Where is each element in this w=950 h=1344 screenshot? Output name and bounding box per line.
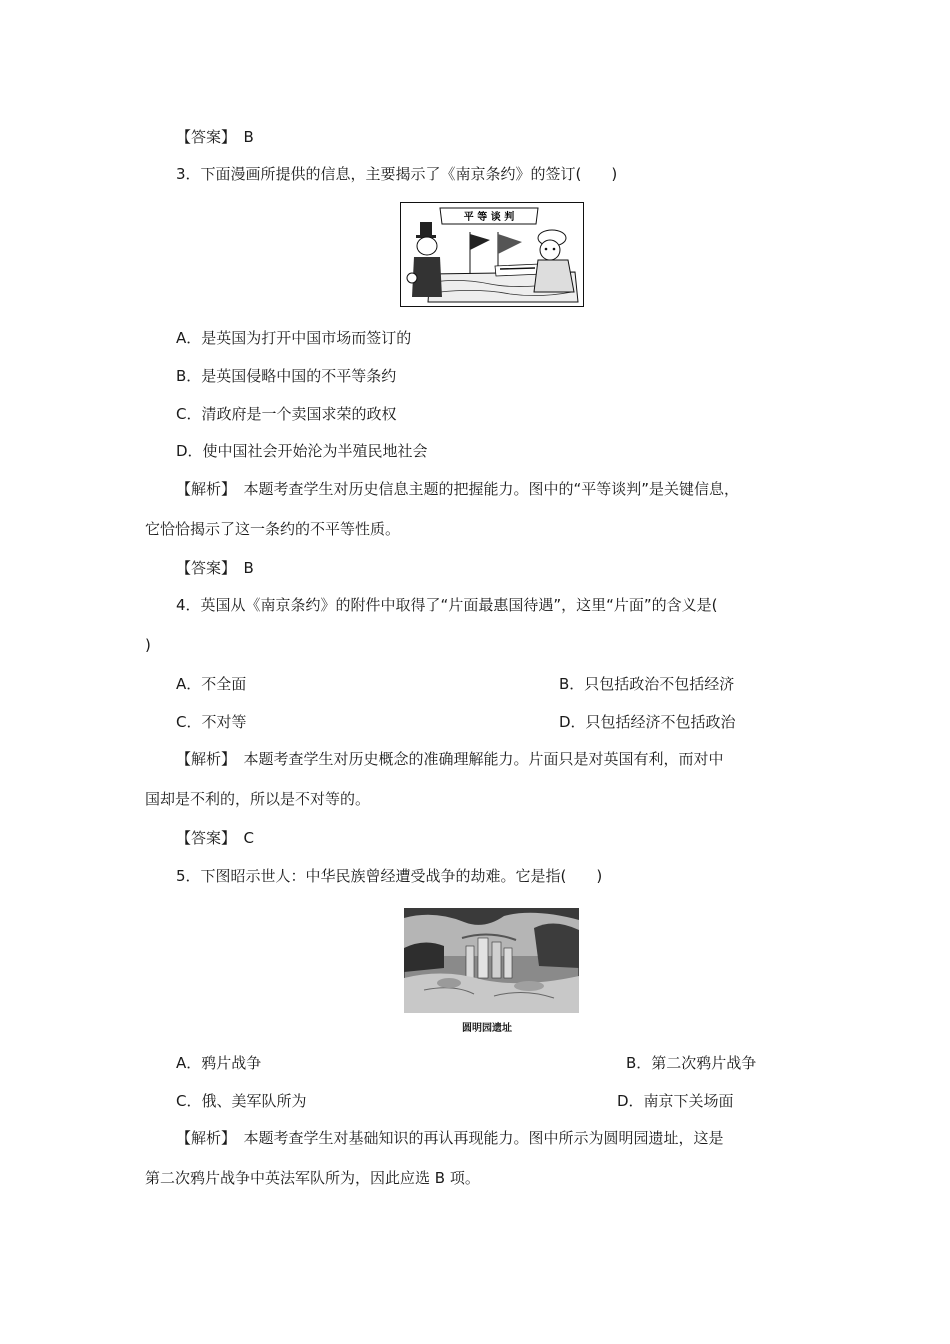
q5-option-a: A．鸦片战争 bbox=[176, 1054, 262, 1072]
q2-answer: 【答案】 B bbox=[176, 128, 254, 146]
q3-analysis-line-2: 它恰恰揭示了这一条约的不平等性质。 bbox=[145, 520, 401, 538]
ruins-photo-caption: 圆明园遗址 bbox=[462, 1023, 512, 1034]
q4-option-c: C．不对等 bbox=[176, 713, 247, 731]
q3-option-b: B．是英国侵略中国的不平等条约 bbox=[176, 367, 397, 385]
q4-stem-line-1: 4．英国从《南京条约》的附件中取得了“片面最惠国待遇”，这里“片面”的含义是( bbox=[176, 596, 718, 614]
q4-option-a: A．不全面 bbox=[176, 675, 247, 693]
q5-stem: 5．下图昭示世人：中华民族曾经遭受战争的劫难。它是指( ) bbox=[176, 867, 603, 885]
q4-option-d: D．只包括经济不包括政治 bbox=[559, 713, 736, 731]
q5-option-d: D．南京下关场面 bbox=[617, 1092, 734, 1110]
q3-analysis-line-1: 【解析】 本题考查学生对历史信息主题的把握能力。图中的“平等谈判”是关键信息， bbox=[176, 480, 740, 498]
q3-option-a: A．是英国为打开中国市场而签订的 bbox=[176, 329, 412, 347]
q4-stem-line-2: ) bbox=[145, 636, 151, 654]
cartoon-equal-negotiation-image bbox=[400, 202, 584, 307]
q3-answer: 【答案】 B bbox=[176, 559, 254, 577]
yuanmingyuan-ruins-photo bbox=[404, 908, 579, 1013]
q3-stem: 3．下面漫画所提供的信息，主要揭示了《南京条约》的签订( ) bbox=[176, 165, 618, 183]
q3-option-c: C．清政府是一个卖国求荣的政权 bbox=[176, 405, 397, 423]
cartoon-illustration bbox=[400, 202, 584, 307]
q5-option-c: C．俄、美军队所为 bbox=[176, 1092, 307, 1110]
q5-analysis-line-1: 【解析】 本题考查学生对基础知识的再认再现能力。图中所示为圆明园遗址，这是 bbox=[176, 1129, 724, 1147]
ruins-illustration bbox=[404, 908, 579, 1013]
q5-option-b: B．第二次鸦片战争 bbox=[626, 1054, 757, 1072]
q4-answer: 【答案】 C bbox=[176, 829, 254, 847]
q4-analysis-line-1: 【解析】 本题考查学生对历史概念的准确理解能力。片面只是对英国有利，而对中 bbox=[176, 750, 724, 768]
q5-analysis-line-2: 第二次鸦片战争中英法军队所为，因此应选 B 项。 bbox=[145, 1169, 480, 1187]
banner-text: 平 等 谈 判 bbox=[463, 212, 515, 223]
q4-option-b: B．只包括政治不包括经济 bbox=[559, 675, 735, 693]
q3-option-d: D．使中国社会开始沦为半殖民地社会 bbox=[176, 442, 428, 460]
q4-analysis-line-2: 国却是不利的，所以是不对等的。 bbox=[145, 790, 371, 808]
